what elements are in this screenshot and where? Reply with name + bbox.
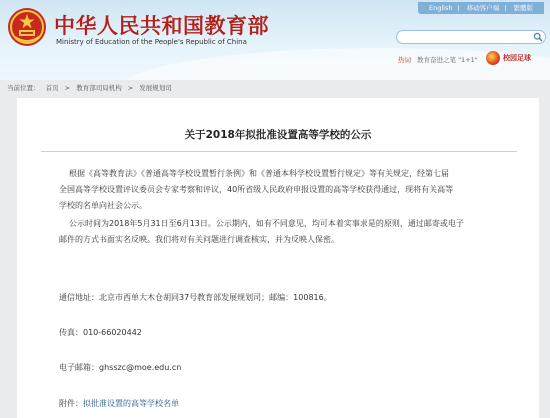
breadcrumb <box>7 83 176 92</box>
breadcrumb-departments[interactable]: 教育部司局机构 <box>76 84 122 92</box>
mobile-client-link[interactable]: 移动客户端 <box>466 4 500 12</box>
breadcrumb-prefix: 当前位置： <box>7 84 40 92</box>
breadcrumb-home[interactable]: 首页 <box>45 84 59 92</box>
search-input[interactable] <box>396 30 546 44</box>
contact-fax: 传真：010-66020442 <box>59 328 142 337</box>
site-header <box>0 0 550 80</box>
contact-email: 电子邮箱：ghsszc@moe.edu.cn <box>59 363 182 372</box>
hot-words-label: 热词 <box>398 56 411 64</box>
attachment-link[interactable]: 拟批准设置的高等学校名单 <box>83 399 179 408</box>
breadcrumb-separator: > <box>127 84 134 92</box>
site-title[interactable]: 中华人民共和国教育部 <box>54 14 269 38</box>
national-emblem-icon <box>7 7 47 47</box>
paragraph-basis: 根据《高等教育法》《普通高等学校设置暂行条例》和《普通本科学校设置暂行规定》等有关规定，经第七届 <box>69 169 449 178</box>
paragraph-period-line2: 邮件的方式书面实名反映。我们将对有关问题进行调查核实，并为反映人保密。 <box>59 235 339 244</box>
article-title: 关于2018年拟批准设置高等学校的公示 <box>184 129 372 141</box>
attachment <box>59 396 509 412</box>
paragraph-basis-line2: 全国高等学校设置评议委员会专家考察和评议，40所省级人民政府申报设置的高等学校获得通过，现将有关高等 <box>59 185 454 194</box>
hot-words <box>398 55 478 64</box>
campus-football-link[interactable] <box>486 51 546 65</box>
attachment-label: 附件： <box>59 399 83 408</box>
paragraph-period: 公示时间为2018年5月31日至6月13日。公示期内，如有不同意见，均可本着实事求是的原则，通过邮寄或电子 <box>69 219 464 228</box>
traditional-chinese-link[interactable]: 繁體版 <box>513 4 533 12</box>
football-icon <box>486 51 500 65</box>
paragraph-basis-line3: 学校的名单向社会公示。 <box>59 201 147 210</box>
contact-address: 通信地址：北京市西单大木仓胡同37号教育部发展规划司；邮编：100816。 <box>59 293 332 302</box>
breadcrumb-planning-dept[interactable]: 发展规划司 <box>139 84 172 92</box>
hot-word-link[interactable]: 教育奋进之笔 "1+1" <box>417 56 478 64</box>
campus-football-label: 校园足球 <box>503 54 531 62</box>
breadcrumb-separator: > <box>64 84 71 92</box>
article-panel <box>17 98 539 418</box>
title-divider <box>41 151 517 152</box>
english-link[interactable]: English <box>428 4 453 12</box>
search-icon[interactable] <box>533 32 543 42</box>
top-links: English | 移动客户端 | 繁體版 <box>418 2 544 14</box>
site-subtitle: Ministry of Education of the People's Republic of China <box>56 38 247 46</box>
